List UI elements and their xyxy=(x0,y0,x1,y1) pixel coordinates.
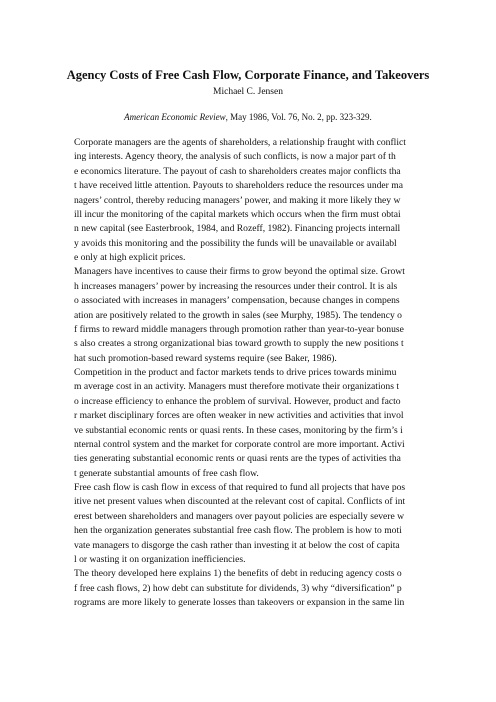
body-line: The theory developed here explains 1) the benefits of debt in reducing agency costs o xyxy=(74,568,402,580)
body-line: hen the organization generates substantial free cash flow. The problem is how to moti xyxy=(74,525,402,537)
body-line: ing interests. Agency theory, the analysis of such conflicts, is now a major part of th xyxy=(74,151,396,163)
body-line: nagers’ control, thereby reducing managers’ power, and making it more likely they w xyxy=(74,194,401,206)
body-line: hat such promotion-based reward systems require (see Baker, 1986). xyxy=(74,352,337,364)
body-line: s also creates a strong organizational bias toward growth to supply the new positions t xyxy=(74,338,404,350)
paper-title: Agency Costs of Free Cash Flow, Corporate Finance, and Takeovers xyxy=(66,68,430,82)
body-line: n new capital (see Easterbrook, 1984, and Rozeff, 1982). Financing projects internall xyxy=(74,223,401,235)
body-line: Managers have incentives to cause their firms to grow beyond the optimal size. Growt xyxy=(74,266,405,278)
body-text xyxy=(74,136,424,610)
body-line: t have received little attention. Payouts to shareholders reduce the resources under ma xyxy=(74,180,403,192)
citation xyxy=(0,112,496,123)
body-line: Free cash flow is cash flow in excess of that required to fund all projects that have pos xyxy=(74,482,406,493)
body-line: rograms are more likely to generate losses than takeovers or expansion in the same lin xyxy=(74,597,405,608)
body-line: Competition in the product and factor markets tends to drive prices towards minimu xyxy=(74,367,397,378)
body-line: f free cash flows, 2) how debt can substitute for dividends, 3) why “diversification” p xyxy=(74,582,402,594)
citation-details: , May 1986, Vol. 76, No. 2, pp. 323-329. xyxy=(225,112,372,122)
body-line: o associated with increases in managers’ compensation, because changes in compens xyxy=(74,295,400,307)
body-line: l or wasting it on organization inefficiencies. xyxy=(74,553,246,565)
body-line: e economics literature. The payout of cash to shareholders creates major conflicts tha xyxy=(74,165,401,177)
body-line: erest between shareholders and managers over payout policies are especially severe w xyxy=(74,510,405,522)
body-line: e only at high explicit prices. xyxy=(74,252,186,263)
body-line: vate managers to disgorge the cash rather than investing it at below the cost of capita xyxy=(74,539,400,551)
body-line: o increase efficiency to enhance the problem of survival. However, product and facto xyxy=(74,395,401,407)
author-name: Michael C. Jensen xyxy=(213,87,283,97)
body-line: ties generating substantial economic rents or quasi rents are the types of activities tha xyxy=(74,453,401,465)
body-line: r market disciplinary forces are often weaker in new activities and activities that invol xyxy=(74,410,404,422)
body-line: ill incur the monitoring of the capital markets which occurs when the firm must obtai xyxy=(74,208,401,220)
body-line: nternal control system and the market for corporate control are more important. Activi xyxy=(74,438,405,450)
journal-name: American Economic Review xyxy=(124,112,226,122)
body-line: m average cost in an activity. Managers must therefore motivate their organizations t xyxy=(74,381,400,393)
body-line: ve substantial economic rents or quasi rents. In these cases, monitoring by the firm’s i xyxy=(74,424,403,436)
body-line: f firms to reward middle managers through promotion rather than year-to-year bonuse xyxy=(74,323,404,335)
body-line: ation are positively related to the growth in sales (see Murphy, 1985). The tendency o xyxy=(74,309,402,321)
body-line: Corporate managers are the agents of shareholders, a relationship fraught with conflict xyxy=(74,137,406,148)
body-line: y avoids this monitoring and the possibility the funds will be unavailable or availabl xyxy=(74,237,397,249)
body-line: h increases managers’ power by increasing the resources under their control. It is als xyxy=(74,280,398,292)
body-line: itive net present values when discounted at the relevant cost of capital. Conflicts of int xyxy=(74,496,406,508)
body-line: t generate substantial amounts of free cash flow. xyxy=(74,467,259,479)
